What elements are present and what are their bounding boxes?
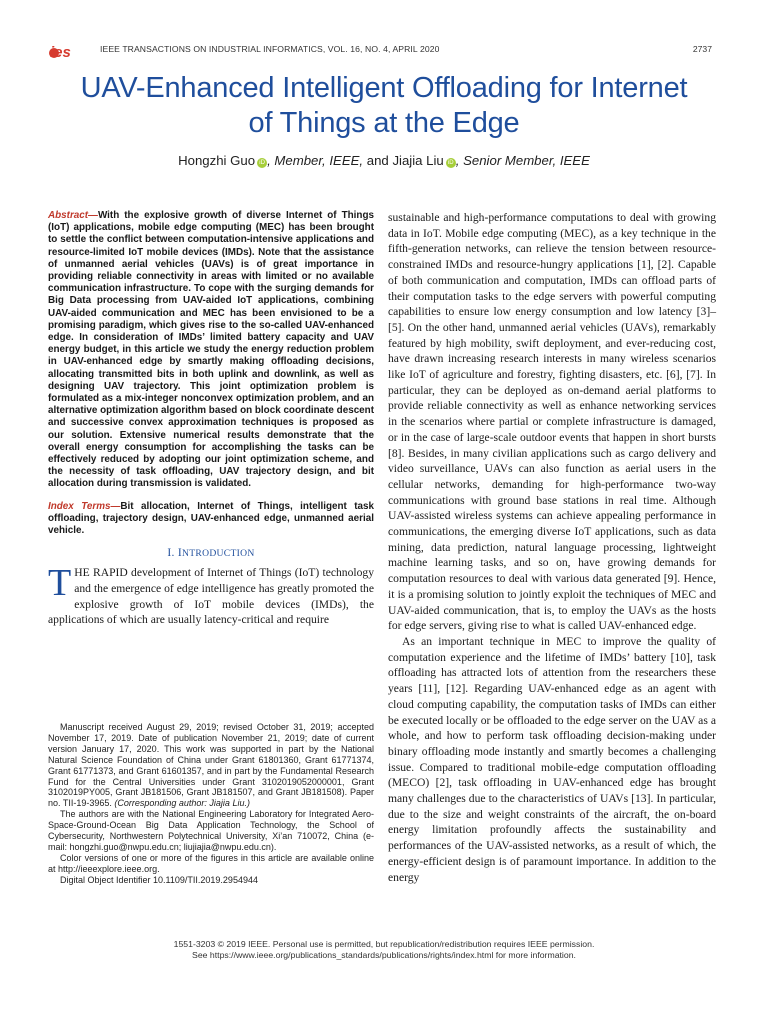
left-column bbox=[48, 210, 374, 628]
logo-text: ies bbox=[50, 44, 71, 60]
ies-logo-icon bbox=[48, 40, 88, 60]
intro-text: development of Internet of Things (IoT) technology and the emergence of edge intelligence has greatly promoted the explosive growth of IoT mobile devices (IMDs), the applications of which are usually latency-critical and require bbox=[48, 566, 374, 627]
title-line-2: of Things at the Edge bbox=[248, 107, 520, 139]
abstract-label: Abstract— bbox=[48, 210, 98, 221]
section-title: NTRODUCTION bbox=[182, 548, 255, 560]
author-2-role: , Senior Member, IEEE bbox=[455, 153, 590, 168]
section-number: I. bbox=[167, 547, 178, 560]
footnotes bbox=[48, 722, 374, 886]
footnote-doi: Digital Object Identifier 10.1109/TII.2019.2954944 bbox=[60, 874, 258, 885]
author-2-name: Jiajia Liu bbox=[392, 153, 444, 168]
section-heading bbox=[48, 547, 374, 559]
page-number: 2737 bbox=[692, 44, 712, 54]
journal-name: IEEE TRANSACTIONS ON INDUSTRIAL INFORMATICS, VOL. 16, NO. 4, APRIL 2020 bbox=[100, 44, 440, 54]
footnote-manuscript bbox=[48, 722, 374, 809]
author-conjunction: and bbox=[363, 153, 393, 168]
running-header bbox=[48, 40, 712, 60]
index-terms-text: Bit allocation, Internet of Things, intelligent task offloading, trajectory design, UAV-enhanced edge, unmanned aerial vehicle. bbox=[48, 500, 374, 537]
intro-paragraph bbox=[48, 562, 374, 628]
body-paragraph-1: sustainable and high-performance computations to deal with growing data in IoT. Mobile edge computing (MEC), as a key technique in the fifth-generation networks, can relieve the tension between resource-constrained IMDs and resource-hungry applications [1], [2]. Capable of both communication and computation, IMDs can offload parts of their computation tasks to the edge servers with powerful computing capabilities to ensure low energy consumption and low latency [3]–[5]. On the other hand, unmanned aerial vehicles (UAVs), remarkably featured by high mobility, swift deployment, and ever-reducing cost, have drawn increasing research interests in many wireless scenarios like IoT of agriculture and forestry, fighting disasters, etc. [6], [7]. In particular, they can be deployed as on-demand aerial platforms to provide reliable connectivity as well as enhance networking services in the scenarios where partial or complete infrastructure is damaged, or in the case of large-scale outdoor events that happen in short bursts [8]. Besides, in many civilian applications such as cargo delivery and video surveillance, UAVs can also function as aerial users in the cellular networks, demanding for high-performance two-way communications with ground base stations in real time. Although UAV-assisted wireless systems can achieve appealing performance in communications, the emerging diverse IoT applications, such as data mining, data prediction, natural language processing, lightweight machine learning tasks, and so on, have growing demands for computation resources to deal with various data generated [9]. Hence, it is a promising solution to jointly exploit the techniques of MEC and UAV-aided communication, that is, to employ the UAVs as the hosts for edge servers, giving rise to what is called UAV-enhanced edge. bbox=[388, 211, 716, 633]
body-paragraph-2: As an important technique in MEC to improve the quality of computation experience and the lifetime of IMDs’ battery [10], task offloading has attracted lots of attention from the researchers these years [11], [12]. Regarding UAV-enhanced edge as an agent with cloud computing capability, the computation tasks of IMDs can either be executed locally or be offloaded to the edge server on the UAV as a whole, and how to perform task offloading decision-making under binary offloading mode instantly and smartly becomes a challenging issue. Compared to traditional mobile-edge computation offloading (MECO) [2], task offloading in UAV-enhanced edge has brought many challenges due to the characteristics of UAVs [13]. In particular, due to the size and weight constraints of the aircraft, the on-board energy limitation profoundly affects the sustainability and performances of the UAV-assisted networks, as a result of which, the energy-efficient design is of paramount importance. In addition to the energy bbox=[388, 634, 716, 884]
corresponding-author: (Corresponding author: Jiajia Liu.) bbox=[111, 798, 250, 809]
index-terms bbox=[48, 501, 374, 538]
index-terms-label: Index Terms— bbox=[48, 500, 121, 512]
right-column bbox=[388, 210, 716, 885]
author-1-name: Hongzhi Guo bbox=[178, 153, 256, 168]
orcid-icon[interactable]: iD bbox=[257, 158, 267, 168]
author-list bbox=[48, 153, 720, 168]
section-initial: I bbox=[177, 547, 183, 560]
intro-lead: HE RAPID bbox=[74, 566, 128, 580]
copyright-footer bbox=[48, 939, 720, 961]
abstract-text: With the explosive growth of diverse Internet of Things (IoT) applications, mobile edge computing (MEC) has been brought to settle the conflict between computation-intensive applications and resource-limited IoT mobile devices (IMDs). Note that the assistance of unmanned aerial vehicles (UAVs) is of great importance in providing reliable connectivity in areas with limited or no available communication infrastructure. To cope with the surging demands for Big Data processing from UAV-aided IoT applications, combining UAV-aided communication and MEC has been envisioned to be a promising paradigm, which gives rise to the so-called UAV-enhanced edge. In consideration of IMDs’ limited battery capacity and UAV energy budget, in this article we study the energy reduction problem in UAV-enhanced edge by smartly making offloading decisions, allocating transmitted bits in both uplink and downlink, as well as designing UAV trajectory. This joint optimization problem is formulated as a mix-integer nonconvex optimization problem, and an alternative optimization algorithm based on block coordinate descent and successive convex approximation techniques is proposed as our solution. Extensive numerical results demonstrate that the overall energy consumption for accomplishing the tasks can be effectively reduced by adopting our joint optimization scheme, and the necessity of task offloading, UAV trajectory design, and bit allocation during transmission is validated. bbox=[48, 210, 374, 490]
footnote-manuscript-text: Manuscript received August 29, 2019; revised October 31, 2019; accepted November 17, 2019. Date of publication November 21, 2019; date of current version January 17, 2020. This work was supported in part by the National Natural Science Foundation of China under Grant 61801360, Grant 61771374, Grant 61771373, and Grant 61601357, and in part by the Fundamental Research Fund for the Central Universities under Grant 3102019052000001, Grant 3102019PY005, Grant JB181506, Grant JB181507, and Grant JB181508). Paper no. TII-19-3965. bbox=[48, 722, 374, 809]
footer-line-2: See https://www.ieee.org/publications_standards/publications/rights/index.html for more information. bbox=[192, 950, 576, 960]
footnote-affiliation: The authors are with the National Engineering Laboratory for Integrated Aero-Space-Ground-Ocean Big Data Application Technology, the School of Cybersecurity, Northwestern Polytechnical University, Xi’an 710072, China (e-mail: hongzhi.guo@nwpu.edu.cn; liujiajia@nwpu.edu.cn). bbox=[48, 809, 374, 852]
orcid-icon[interactable]: iD bbox=[446, 158, 456, 168]
footer-line-1: 1551-3203 © 2019 IEEE. Personal use is permitted, but republication/redistribution requires IEEE permission. bbox=[173, 939, 595, 949]
abstract bbox=[48, 210, 374, 491]
author-1-role: , Member, IEEE, bbox=[267, 153, 364, 168]
drop-cap: T bbox=[48, 562, 72, 605]
title-line-1: UAV-Enhanced Intelligent Offloading for Internet bbox=[80, 72, 688, 104]
paper-title bbox=[48, 71, 720, 141]
footnote-color-versions: Color versions of one or more of the figures in this article are available online at http://ieeexplore.ieee.org. bbox=[48, 852, 374, 874]
